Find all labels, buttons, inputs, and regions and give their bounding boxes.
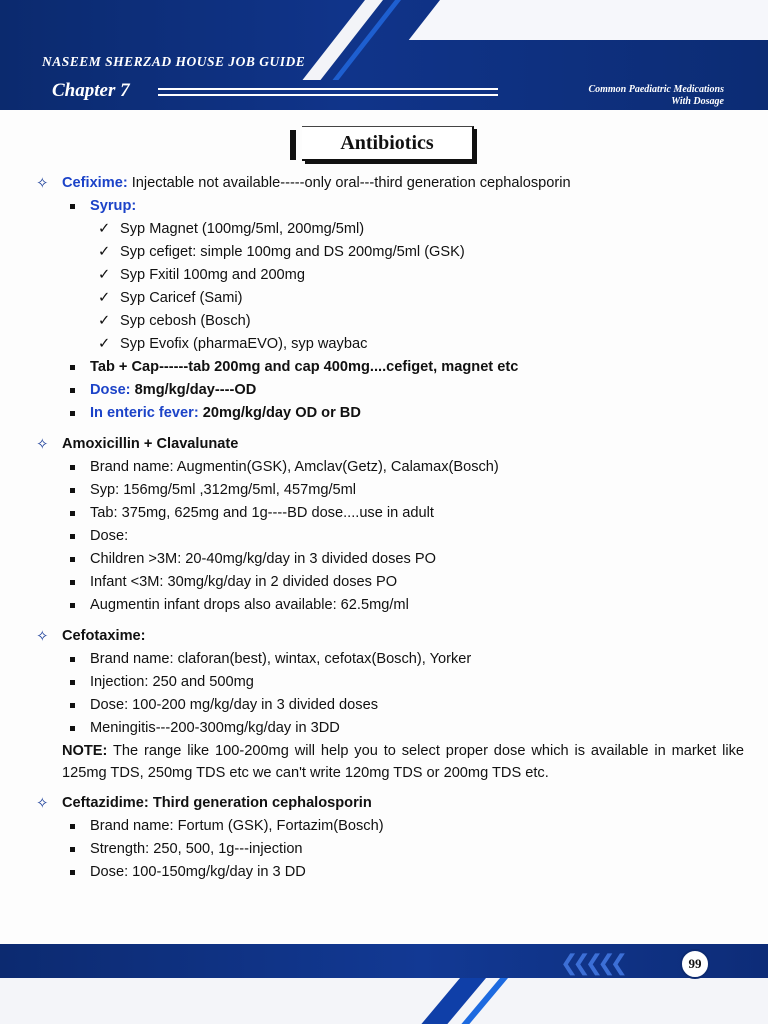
section-heading (34, 792, 744, 815)
list-item (70, 456, 744, 479)
section-heading (34, 172, 744, 195)
list-item (70, 479, 744, 502)
chapter-subtitle-line2: With Dosage (671, 96, 724, 107)
check-icon: ✓ (98, 267, 111, 283)
section-ceftazidime (34, 792, 744, 884)
note-label: NOTE: (62, 743, 108, 759)
cefixime-list-2 (34, 356, 744, 425)
section-cefotaxime (34, 625, 744, 784)
list-item (70, 648, 744, 671)
item-text: Brand name: Fortum (GSK), Fortazim(Bosch) (90, 818, 384, 834)
list-item (70, 502, 744, 525)
check-icon: ✓ (98, 313, 111, 329)
list-item (70, 815, 744, 838)
check-icon: ✓ (98, 336, 111, 352)
note-paragraph (34, 740, 744, 784)
chapter-subtitle-line1: Common Paediatric Medications (588, 84, 724, 95)
syrup-label: Syrup: (90, 198, 137, 214)
list-item (70, 195, 744, 218)
syrup-item: Syp Fxitil 100mg and 200mg (120, 267, 305, 283)
footer-lower (0, 978, 768, 1024)
item-text: Syp: 156mg/5ml ,312mg/5ml, 457mg/5ml (90, 482, 357, 498)
dose-value: 8mg/kg/day----OD (134, 382, 257, 398)
diamond-bullet-icon: ✧ (36, 795, 49, 812)
title-bar (290, 130, 296, 160)
list-item (70, 525, 744, 548)
check-icon: ✓ (98, 221, 111, 237)
item-text: Children >3M: 20-40mg/kg/day in 3 divided doses PO (90, 551, 436, 567)
drug-name: Cefixime: (62, 175, 128, 191)
drug-name: Amoxicillin + Clavalunate (62, 436, 239, 452)
item-text: Infant <3M: 30mg/kg/day in 2 divided doses PO (90, 574, 398, 590)
check-icon: ✓ (98, 290, 111, 306)
list-item (70, 356, 744, 379)
syrup-list (34, 218, 744, 356)
header-rule-lines (158, 88, 498, 102)
item-text: Tab: 375mg, 625mg and 1g----BD dose....use in adult (90, 505, 434, 521)
chapter-subtitle (494, 84, 724, 108)
section-heading (34, 625, 744, 648)
list-item (70, 838, 744, 861)
page-title: Antibiotics (302, 126, 474, 161)
section-amoxicillin (34, 433, 744, 617)
page-header (0, 0, 768, 118)
list-item (70, 717, 744, 740)
cefotaxime-list (34, 648, 744, 740)
syrup-item: Syp Evofix (pharmaEVO), syp waybac (120, 336, 368, 352)
drug-name: Cefotaxime: (62, 628, 146, 644)
amoxicillin-list (34, 456, 744, 617)
item-text: Augmentin infant drops also available: 62.5mg/ml (90, 597, 409, 613)
list-item (98, 287, 744, 310)
diamond-bullet-icon: ✧ (36, 628, 49, 645)
drug-name: Ceftazidime: Third generation cephalosporin (62, 795, 372, 811)
list-item (70, 571, 744, 594)
diamond-bullet-icon: ✧ (36, 175, 49, 192)
page-content (34, 172, 744, 884)
tab-cap-info: Tab + Cap------tab 200mg and cap 400mg....cefiget, magnet etc (90, 359, 519, 375)
chevrons-icon: ❮❮❮❮❮ (560, 950, 623, 975)
page-footer (0, 944, 768, 1024)
syrup-item: Syp Magnet (100mg/5ml, 200mg/5ml) (120, 221, 365, 237)
check-icon: ✓ (98, 244, 111, 260)
section-cefixime (34, 172, 744, 425)
cefixime-list (34, 195, 744, 218)
item-text: Brand name: claforan(best), wintax, cefotax(Bosch), Yorker (90, 651, 472, 667)
drug-description: Injectable not available-----only oral---third generation cephalosporin (127, 175, 571, 191)
list-item (70, 379, 744, 402)
syrup-item: Syp cefiget: simple 100mg and DS 200mg/5ml (GSK) (120, 244, 465, 260)
header-white-cut (409, 0, 768, 40)
syrup-item: Syp Caricef (Sami) (120, 290, 243, 306)
page-title-box (290, 124, 482, 164)
section-heading (34, 433, 744, 456)
book-title: NASEEM SHERZAD HOUSE JOB GUIDE (42, 54, 306, 69)
item-text: Injection: 250 and 500mg (90, 674, 254, 690)
item-text: Meningitis---200-300mg/kg/day in 3DD (90, 720, 340, 736)
item-text: Dose: 100-150mg/kg/day in 3 DD (90, 864, 306, 880)
list-item (70, 861, 744, 884)
item-text: Brand name: Augmentin(GSK), Amclav(Getz), Calamax(Bosch) (90, 459, 499, 475)
ceftazidime-list (34, 815, 744, 884)
chapter-label: Chapter 7 (52, 80, 130, 101)
list-item (70, 402, 744, 425)
enteric-value: 20mg/kg/day OD or BD (202, 405, 361, 421)
list-item (98, 333, 744, 356)
list-item (70, 694, 744, 717)
diamond-bullet-icon: ✧ (36, 436, 49, 453)
list-item (98, 218, 744, 241)
list-item (70, 594, 744, 617)
item-text: Strength: 250, 500, 1g---injection (90, 841, 303, 857)
list-item (98, 310, 744, 333)
page-number: 99 (680, 949, 710, 979)
item-text: Dose: 100-200 mg/kg/day in 3 divided doses (90, 697, 378, 713)
syrup-item: Syp cebosh (Bosch) (120, 313, 251, 329)
list-item (70, 671, 744, 694)
list-item (98, 264, 744, 287)
list-item (98, 241, 744, 264)
list-item (70, 548, 744, 571)
item-text: Dose: (90, 528, 129, 544)
dose-label: Dose: (90, 382, 135, 398)
note-text: The range like 100-200mg will help you to select proper dose which is available in market like 125mg TDS, 250mg TDS etc we can't write 120mg TDS or 200mg TDS etc. (62, 743, 744, 781)
enteric-label: In enteric fever: (90, 405, 203, 421)
footer-band (0, 944, 768, 978)
